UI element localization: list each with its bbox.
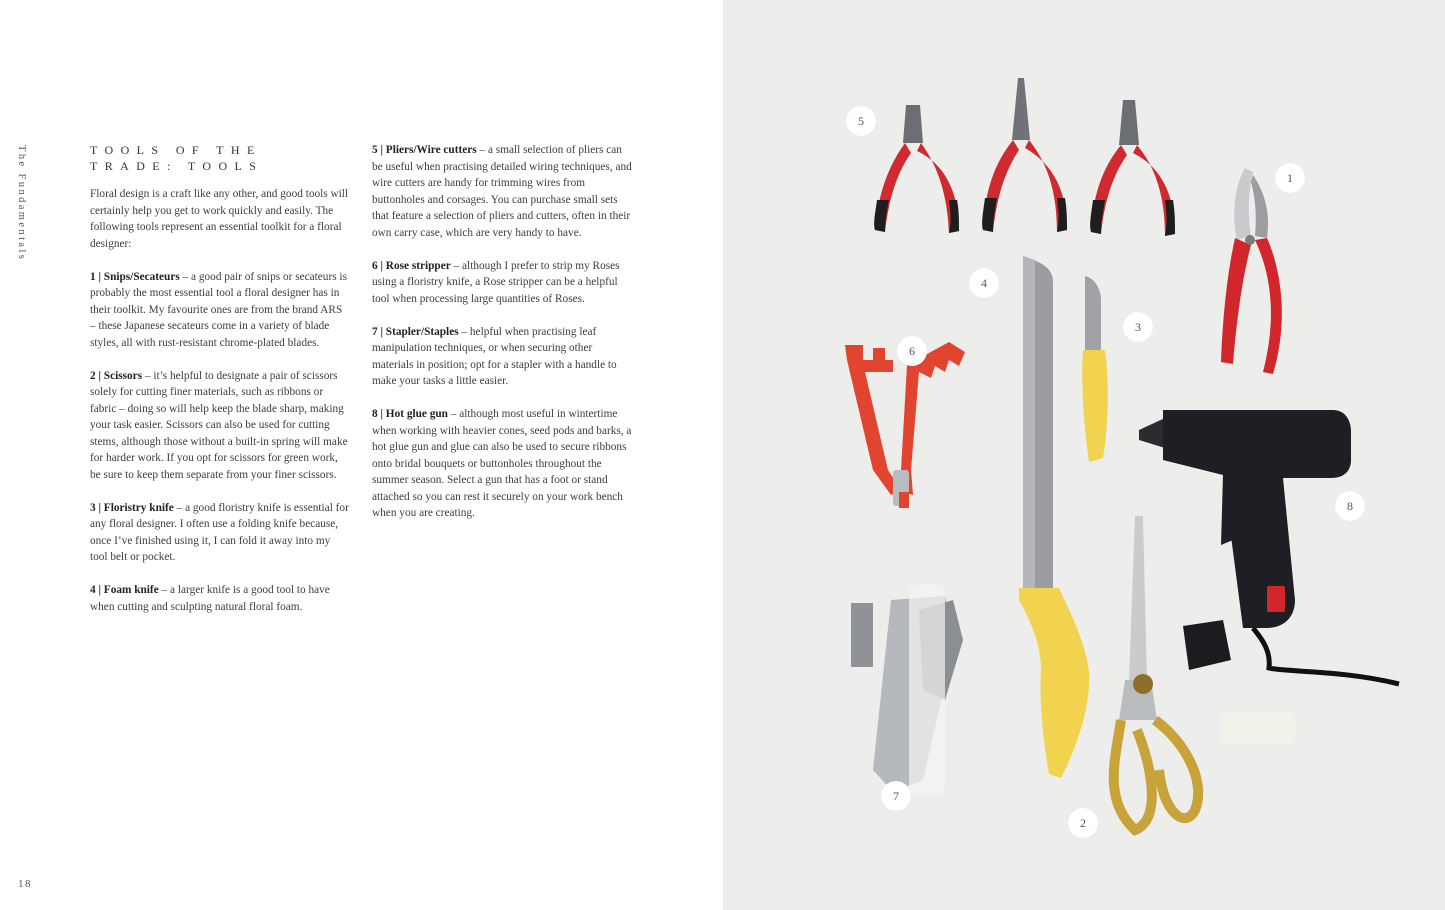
tool-number: 6 | [372, 259, 383, 272]
page-number: 18 [18, 878, 32, 890]
tool-description: – a good floristry knife is essential for any floral designer. I often use a folding knife because, once I’ve finished using it, I can fold it away into my tool belt or pocket. [90, 501, 349, 563]
tool-entry-4 [90, 582, 350, 615]
tools-photograph [723, 0, 1445, 910]
callout-3: 3 [1123, 312, 1153, 342]
tool-number: 5 | [372, 144, 383, 156]
tool-name: Stapler/Staples [385, 325, 459, 338]
tool-number: 8 | [372, 408, 383, 420]
callout-2: 2 [1068, 808, 1098, 838]
tool-entry-5 [372, 142, 632, 241]
tool-description: – a good pair of snips or secateurs is probably the most essential tool a floral designer has in their toolkit. My favourite ones are from the brand ARS – these Japanese secateurs come in a variety of blade styles, all with rust-resistant chrome-plated blades. [90, 270, 347, 349]
tool-entry-1 [90, 269, 350, 352]
tool-number: 4 | [90, 584, 101, 596]
tool-number: 1 | [90, 270, 101, 283]
tool-entry-6 [372, 258, 632, 308]
tool-entry-3 [90, 500, 350, 566]
tool-name: Foam knife [103, 584, 159, 596]
callout-4: 4 [969, 268, 999, 298]
tool-name: Pliers/Wire cutters [385, 144, 477, 156]
tool-description: – a small selection of pliers can be useful when practising detailed wiring techniques, and wire cutters are handy for trimming wires from buttonholes and corsages. You can purchase small sets that feature a selection of pliers and cutters, often in their own carry case, which are very handy to have. [372, 144, 632, 239]
callout-8: 8 [1335, 491, 1365, 521]
callout-1: 1 [1275, 163, 1305, 193]
running-head: The Fundamentals [16, 145, 27, 262]
text-column-1 [90, 142, 350, 632]
tool-number: 2 | [90, 369, 101, 382]
tool-name: Floristry knife [103, 501, 174, 514]
tool-number: 3 | [90, 501, 101, 514]
tool-description: – a larger knife is a good tool to have when cutting and sculpting natural floral foam. [90, 584, 330, 613]
tool-number: 7 | [372, 325, 383, 338]
tools-flatlay-image [723, 0, 1445, 910]
section-heading: TOOLS OF THE TRADE: TOOLS [90, 143, 264, 173]
tool-name: Rose stripper [385, 259, 451, 272]
text-column-2 [372, 142, 632, 538]
tool-description: – it’s helpful to designate a pair of scissors solely for cutting finer materials, such as ribbons or fabric – doing so will help keep the blade sharp, making your task easier. Scissors can also be used for cutting stems, although those without a built-in spring will make for harder work. If you opt for scissors for green work, be sure to keep them separate from your finer scissors. [90, 369, 348, 481]
intro-paragraph: Floral design is a craft like any other, and good tools will certainly help you get to work quickly and easily. The following tools represent an essential toolkit for a floral designer: [90, 188, 349, 250]
tool-entry-8 [372, 406, 632, 522]
tool-name: Hot glue gun [385, 408, 448, 420]
tool-description: – helpful when practising leaf manipulation techniques, or when securing other materials in position; opt for a stapler with a handle to make your tasks a little easier. [372, 325, 617, 387]
tool-entry-7 [372, 324, 632, 390]
callout-6: 6 [897, 336, 927, 366]
callout-5: 5 [846, 106, 876, 136]
tool-description: – although I prefer to strip my Roses using a floristry knife, a Rose stripper can be a helpful tool when processing large quantities of Roses. [372, 259, 620, 305]
tool-name: Scissors [103, 369, 143, 382]
tool-description: – although most useful in wintertime when working with heavier cones, seed pods and barks, a hot glue gun and glue can also be used to secure ribbons onto bridal bouquets or buttonholes throughout the summer season. Select a gun that has a foot or stand attached so you can rest it securely on your work bench when you are creating. [372, 408, 632, 519]
tool-name: Snips/Secateurs [103, 270, 180, 283]
callout-7: 7 [881, 781, 911, 811]
tool-entry-2 [90, 368, 350, 484]
